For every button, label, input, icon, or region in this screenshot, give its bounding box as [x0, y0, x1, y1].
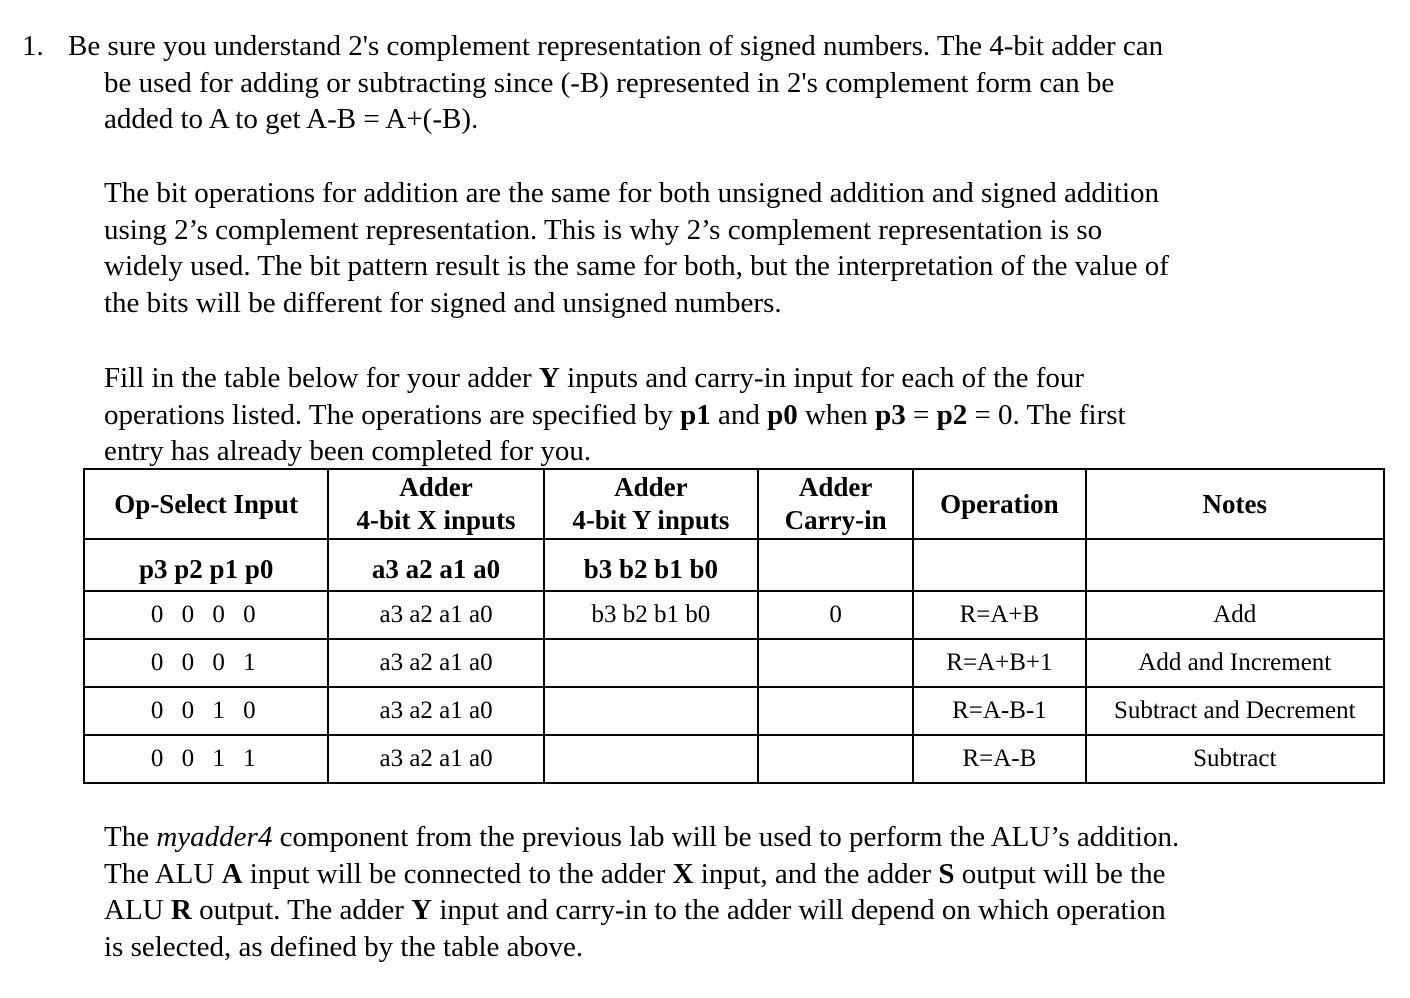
instructions-paragraph	[104, 360, 1394, 470]
table-header-row	[84, 469, 1384, 539]
italic-text: myadder4	[156, 821, 273, 853]
subheader-carry	[758, 539, 913, 591]
text-run: The	[104, 821, 157, 853]
text-line: entry has already been completed for you.	[104, 435, 592, 467]
subheader-y: b3 b2 b1 b0	[544, 539, 758, 591]
text-run: = 0. The first	[967, 398, 1126, 431]
text-line: the bits will be different for signed and unsigned numbers.	[104, 286, 782, 319]
text-line: widely used. The bit pattern result is the same for both, but the interpretation of the value of	[104, 250, 1169, 282]
text-run: The ALU	[104, 857, 222, 890]
cell-op: 0 0 1 0	[84, 687, 328, 735]
text-run: when	[797, 398, 876, 431]
text-run: inputs and carry-in input for each of the four	[559, 362, 1085, 394]
adder-component-paragraph	[104, 819, 1394, 965]
cell-carry: 0	[758, 591, 913, 639]
cell-op: 0 0 0 1	[84, 639, 328, 687]
table-row	[84, 735, 1384, 783]
header-line: Adder	[798, 472, 873, 502]
cell-x: a3 a2 a1 a0	[328, 591, 543, 639]
cell-notes: Add and Increment	[1086, 639, 1384, 687]
bold-text: Y	[411, 894, 433, 926]
cell-operation: R=A+B+1	[913, 639, 1085, 687]
cell-notes: Add	[1086, 591, 1384, 639]
cell-operation: R=A-B	[913, 735, 1085, 783]
header-line: Adder	[399, 472, 473, 502]
subheader-op: p3 p2 p1 p0	[84, 539, 328, 591]
text-line: Be sure you understand 2's complement representation of signed numbers. The 4-bit adder can	[68, 30, 1164, 62]
bold-text: A	[221, 857, 243, 890]
cell-carry-input[interactable]	[758, 687, 913, 735]
header-line: Adder	[614, 472, 688, 502]
text-line	[104, 856, 1394, 893]
header-carry-in	[758, 469, 913, 539]
text-line: is selected, as defined by the table above.	[104, 930, 584, 963]
table-row	[84, 687, 1384, 735]
cell-op: 0 0 0 0	[84, 591, 328, 639]
cell-y-input[interactable]	[544, 639, 758, 687]
text-run: operations listed. The operations are specified by	[104, 398, 681, 431]
cell-y: b3 b2 b1 b0	[544, 591, 758, 639]
header-adder-y	[544, 469, 758, 539]
list-item-number: 1.	[22, 30, 44, 62]
operations-table	[83, 468, 1385, 784]
cell-y-input[interactable]	[544, 735, 758, 783]
text-line: added to A to get A-B = A+(-B).	[104, 103, 479, 135]
header-line: Carry-in	[784, 505, 887, 535]
cell-op: 0 0 1 1	[84, 735, 328, 783]
bold-text: p3	[875, 398, 906, 431]
text-run: input and carry-in to the adder will depend on which operation	[432, 894, 1166, 926]
text-line	[104, 360, 1394, 397]
cell-x: a3 a2 a1 a0	[328, 639, 543, 687]
subheader-operation	[913, 539, 1085, 591]
text-line: using 2’s complement representation. This is why 2’s complement representation is so	[104, 213, 1103, 246]
text-line	[104, 892, 1394, 929]
bold-text: R	[170, 894, 192, 926]
header-notes: Notes	[1086, 469, 1384, 539]
bold-text: p1	[680, 398, 711, 431]
table-row	[84, 591, 1384, 639]
bold-text: X	[672, 857, 694, 890]
header-adder-x	[328, 469, 543, 539]
cell-notes: Subtract and Decrement	[1086, 687, 1384, 735]
table-subheader-row	[84, 539, 1384, 591]
bold-text: S	[938, 857, 955, 890]
cell-carry-input[interactable]	[758, 639, 913, 687]
header-line: 4-bit Y inputs	[572, 505, 730, 535]
text-run: input, and the adder	[693, 857, 939, 890]
subheader-x: a3 a2 a1 a0	[328, 539, 543, 591]
header-op-select: Op-Select Input	[84, 469, 328, 539]
bold-text: p0	[767, 398, 798, 431]
cell-x: a3 a2 a1 a0	[328, 735, 543, 783]
bit-operations-paragraph	[104, 175, 1394, 321]
cell-y-input[interactable]	[544, 687, 758, 735]
cell-operation: R=A+B	[913, 591, 1085, 639]
text-run: component from the previous lab will be used to perform the ALU’s addition.	[272, 821, 1180, 853]
subheader-notes	[1086, 539, 1384, 591]
header-operation: Operation	[913, 469, 1085, 539]
text-run: and	[710, 398, 768, 431]
intro-paragraph	[68, 28, 1410, 138]
cell-x: a3 a2 a1 a0	[328, 687, 543, 735]
text-run: output will be the	[954, 857, 1166, 890]
text-line	[104, 819, 1394, 856]
cell-carry-input[interactable]	[758, 735, 913, 783]
bold-text: p2	[936, 398, 968, 431]
cell-notes: Subtract	[1086, 735, 1384, 783]
bold-text: Y	[538, 362, 560, 394]
text-run: Fill in the table below for your adder	[104, 362, 539, 394]
table-row	[84, 639, 1384, 687]
cell-operation: R=A-B-1	[913, 687, 1085, 735]
text-run: =	[905, 398, 937, 431]
text-run: input will be connected to the adder	[242, 857, 673, 890]
text-run: ALU	[104, 894, 171, 926]
text-run: output. The adder	[191, 894, 412, 926]
text-line: be used for adding or subtracting since (-B) represented in 2's complement form can be	[104, 66, 1115, 99]
text-line	[104, 397, 1394, 434]
header-line: 4-bit X inputs	[356, 505, 516, 535]
text-line: The bit operations for addition are the same for both unsigned addition and signed addition	[104, 177, 1160, 209]
